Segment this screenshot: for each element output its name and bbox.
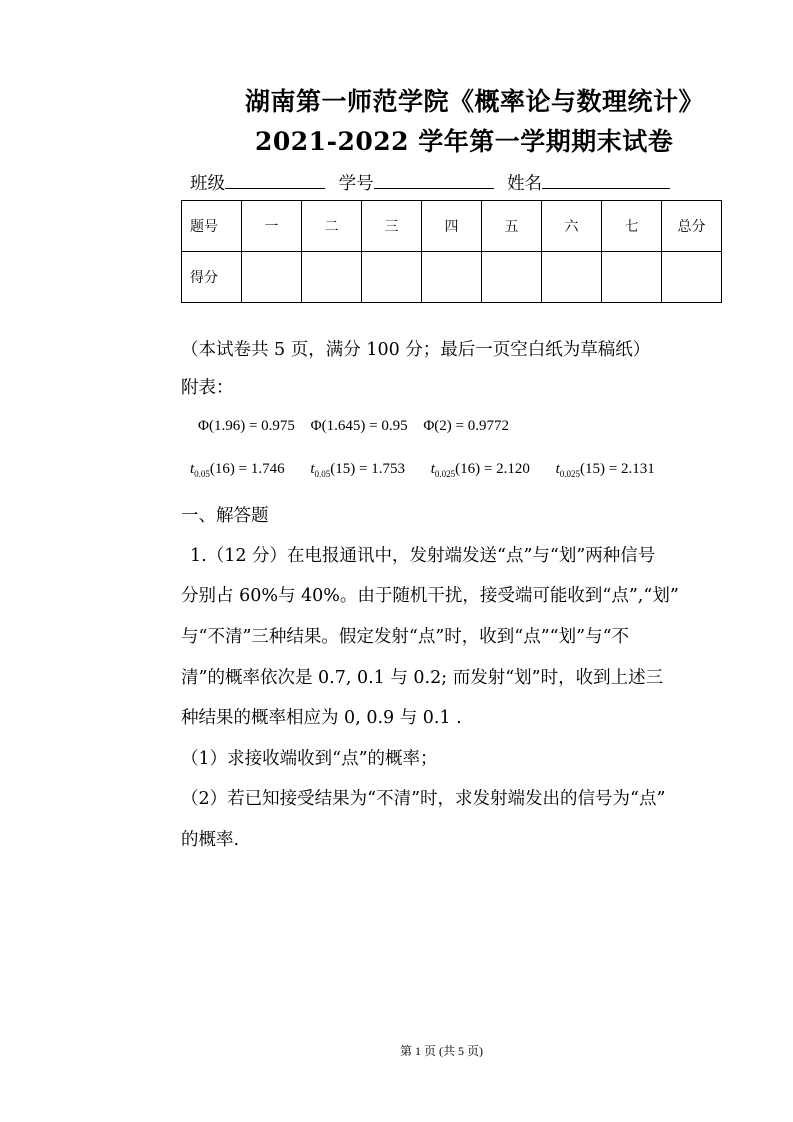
table-cell: 得分: [182, 252, 242, 303]
title-line-2: 2021-2022 学年第一学期期末试卷: [255, 127, 674, 156]
question-line: 的概率.: [181, 830, 240, 850]
name-blank[interactable]: [542, 170, 670, 189]
t-value: $t_{0.025}(16) = 2.120$: [430, 461, 530, 479]
t-value: $t_{0.05}(16) = 1.746$: [190, 461, 285, 479]
question-line: 清”的概率依次是 0.7, 0.1 与 0.2; 而发射“划”时，收到上述三: [181, 668, 664, 688]
name-label: 姓名: [507, 174, 543, 194]
question-line: 种结果的概率相应为 0, 0.9 与 0.1 .: [181, 708, 462, 728]
t-values: [190, 461, 655, 479]
section-heading: 一、解答题: [181, 506, 269, 526]
title-line-1: 湖南第一师范学院《概率论与数理统计》: [245, 87, 705, 116]
score-cell[interactable]: [542, 252, 602, 303]
exam-note: （本试卷共 5 页，满分 100 分；最后一页空白纸为草稿纸）: [181, 340, 651, 360]
score-cell[interactable]: [482, 252, 542, 303]
question-line: 分别占 60%与 40%。由于随机干扰，接受端可能收到“点”,“划”: [181, 586, 679, 606]
phi-values: [198, 418, 509, 435]
table-header-row: [182, 201, 722, 252]
score-row: [182, 252, 722, 303]
id-label: 学号: [338, 174, 374, 194]
question-line: （1）求接收端收到“点”的概率；: [181, 749, 438, 769]
table-cell: 四: [422, 201, 482, 252]
t-value: $t_{0.025}(15) = 2.131$: [555, 461, 655, 479]
phi-value: Φ(1.96) = 0.975: [198, 418, 295, 434]
score-table: [181, 200, 722, 303]
question-line: 与“不清”三种结果。假定发射“点”时，收到“点”“划”与“不: [181, 627, 630, 647]
score-cell[interactable]: [422, 252, 482, 303]
score-cell[interactable]: [302, 252, 362, 303]
student-info-line: [190, 170, 670, 195]
table-cell: 题号: [182, 201, 242, 252]
table-cell: 三: [362, 201, 422, 252]
question-line: 1.（12 分）在电报通讯中，发射端发送“点”与“划”两种信号: [190, 546, 656, 566]
t-value: $t_{0.05}(15) = 1.753$: [310, 461, 405, 479]
id-blank[interactable]: [374, 170, 494, 189]
table-cell: 总分: [662, 201, 722, 252]
class-blank[interactable]: [225, 170, 325, 189]
question-line: （2）若已知接受结果为“不清”时，求发射端发出的信号为“点”: [181, 789, 666, 809]
table-cell: 一: [242, 201, 302, 252]
score-cell[interactable]: [362, 252, 422, 303]
table-cell: 二: [302, 201, 362, 252]
phi-value: Φ(2) = 0.9772: [423, 418, 510, 434]
table-cell: 七: [602, 201, 662, 252]
score-cell[interactable]: [602, 252, 662, 303]
table-cell: 六: [542, 201, 602, 252]
table-cell: 五: [482, 201, 542, 252]
score-cell[interactable]: [242, 252, 302, 303]
page-footer: 第 1 页 (共 5 页): [400, 1044, 483, 1058]
appendix-label: 附表：: [181, 378, 234, 398]
phi-value: Φ(1.645) = 0.95: [310, 418, 408, 434]
class-label: 班级: [190, 174, 225, 194]
score-cell[interactable]: [662, 252, 722, 303]
